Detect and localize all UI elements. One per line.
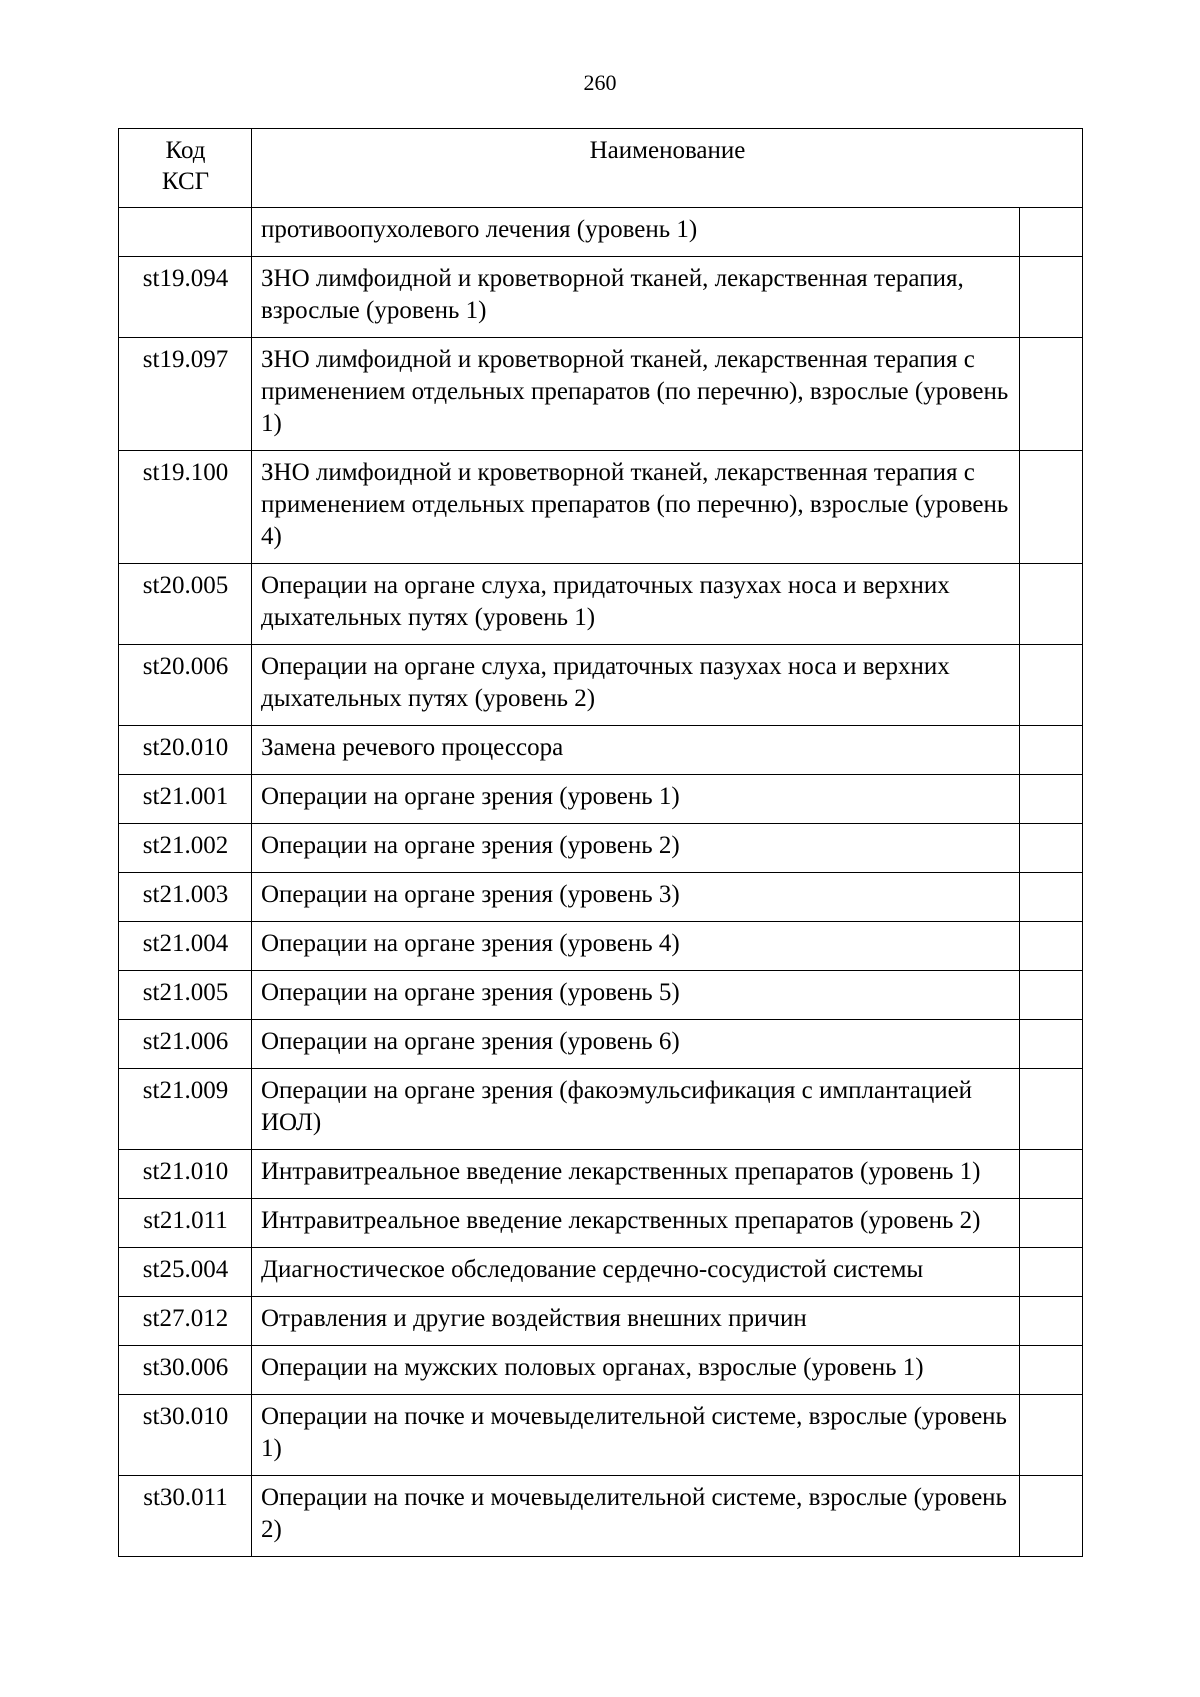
ksg-name: Отравления и другие воздействия внешних причин [252,1297,1020,1346]
empty-cell [1020,645,1083,726]
table-row [119,873,1083,922]
table-row [119,645,1083,726]
empty-cell [1020,1199,1083,1248]
ksg-code: st20.005 [119,564,252,645]
ksg-name: Интравитреальное введение лекарственных препаратов (уровень 1) [252,1150,1020,1199]
ksg-name: Операции на почке и мочевыделительной системе, взрослые (уровень 2) [252,1476,1020,1557]
empty-cell [1020,726,1083,775]
empty-cell [1020,873,1083,922]
table-row [119,1248,1083,1297]
ksg-code: st19.094 [119,257,252,338]
header-code [119,129,252,208]
table-row [119,1346,1083,1395]
page-number: 260 [583,70,617,95]
table-row [119,922,1083,971]
ksg-code: st19.100 [119,451,252,564]
ksg-name: Операции на органе зрения (уровень 5) [252,971,1020,1020]
ksg-name: Операции на органе зрения (уровень 6) [252,1020,1020,1069]
ksg-name: Операции на органе зрения (факоэмульсификация с имплантацией ИОЛ) [252,1069,1020,1150]
ksg-code: st19.097 [119,338,252,451]
empty-cell [1020,1150,1083,1199]
ksg-code: st21.009 [119,1069,252,1150]
table-row [119,1199,1083,1248]
empty-cell [1020,922,1083,971]
ksg-name: Операции на органе слуха, придаточных пазухах носа и верхних дыхательных путях (уровень 1) [252,564,1020,645]
table-row [119,208,1083,257]
ksg-code: st27.012 [119,1297,252,1346]
empty-cell [1020,1069,1083,1150]
header-code-line1: Код [165,137,206,164]
ksg-code: st21.006 [119,1020,252,1069]
ksg-name: Операции на органе зрения (уровень 2) [252,824,1020,873]
empty-cell [1020,208,1083,257]
table-body [119,208,1083,1557]
empty-cell [1020,1297,1083,1346]
table-row [119,451,1083,564]
ksg-name: ЗНО лимфоидной и кроветворной тканей, лекарственная терапия с применением отдельных препаратов (по перечню), взрослые (уровень 4) [252,451,1020,564]
empty-cell [1020,1248,1083,1297]
empty-cell [1020,824,1083,873]
ksg-code: st21.003 [119,873,252,922]
table-row [119,1297,1083,1346]
table-row [119,971,1083,1020]
ksg-name: Операции на органе зрения (уровень 3) [252,873,1020,922]
table-row [119,338,1083,451]
ksg-code: st25.004 [119,1248,252,1297]
table-row [119,824,1083,873]
ksg-name: ЗНО лимфоидной и кроветворной тканей, лекарственная терапия, взрослые (уровень 1) [252,257,1020,338]
ksg-code: st30.010 [119,1395,252,1476]
ksg-name: противоопухолевого лечения (уровень 1) [252,208,1020,257]
ksg-code: st30.006 [119,1346,252,1395]
ksg-name: ЗНО лимфоидной и кроветворной тканей, лекарственная терапия с применением отдельных препаратов (по перечню), взрослые (уровень 1) [252,338,1020,451]
table-row [119,775,1083,824]
empty-cell [1020,257,1083,338]
table-row [119,1020,1083,1069]
ksg-name: Операции на органе слуха, придаточных пазухах носа и верхних дыхательных путях (уровень 2) [252,645,1020,726]
table-row [119,726,1083,775]
empty-cell [1020,564,1083,645]
table-row [119,1150,1083,1199]
empty-cell [1020,338,1083,451]
empty-cell [1020,775,1083,824]
ksg-name: Замена речевого процессора [252,726,1020,775]
ksg-code: st20.006 [119,645,252,726]
ksg-name: Операции на почке и мочевыделительной системе, взрослые (уровень 1) [252,1395,1020,1476]
ksg-code: st30.011 [119,1476,252,1557]
ksg-name: Операции на органе зрения (уровень 1) [252,775,1020,824]
ksg-code: st21.010 [119,1150,252,1199]
ksg-name: Интравитреальное введение лекарственных препаратов (уровень 2) [252,1199,1020,1248]
empty-cell [1020,1346,1083,1395]
empty-cell [1020,1476,1083,1557]
empty-cell [1020,1020,1083,1069]
table-header-row [119,129,1083,208]
ksg-code: st21.004 [119,922,252,971]
ksg-table [118,128,1083,1557]
ksg-code: st21.005 [119,971,252,1020]
table-row [119,257,1083,338]
header-code-line2: КСГ [161,168,210,195]
ksg-code [119,208,252,257]
empty-cell [1020,1395,1083,1476]
ksg-name: Диагностическое обследование сердечно-сосудистой системы [252,1248,1020,1297]
empty-cell [1020,971,1083,1020]
ksg-code: st21.011 [119,1199,252,1248]
ksg-code: st20.010 [119,726,252,775]
header-name: Наименование [252,129,1083,208]
ksg-code: st21.001 [119,775,252,824]
table-row [119,1476,1083,1557]
table-row [119,1395,1083,1476]
table-row [119,1069,1083,1150]
ksg-code: st21.002 [119,824,252,873]
table-row [119,564,1083,645]
ksg-name: Операции на мужских половых органах, взрослые (уровень 1) [252,1346,1020,1395]
ksg-name: Операции на органе зрения (уровень 4) [252,922,1020,971]
empty-cell [1020,451,1083,564]
